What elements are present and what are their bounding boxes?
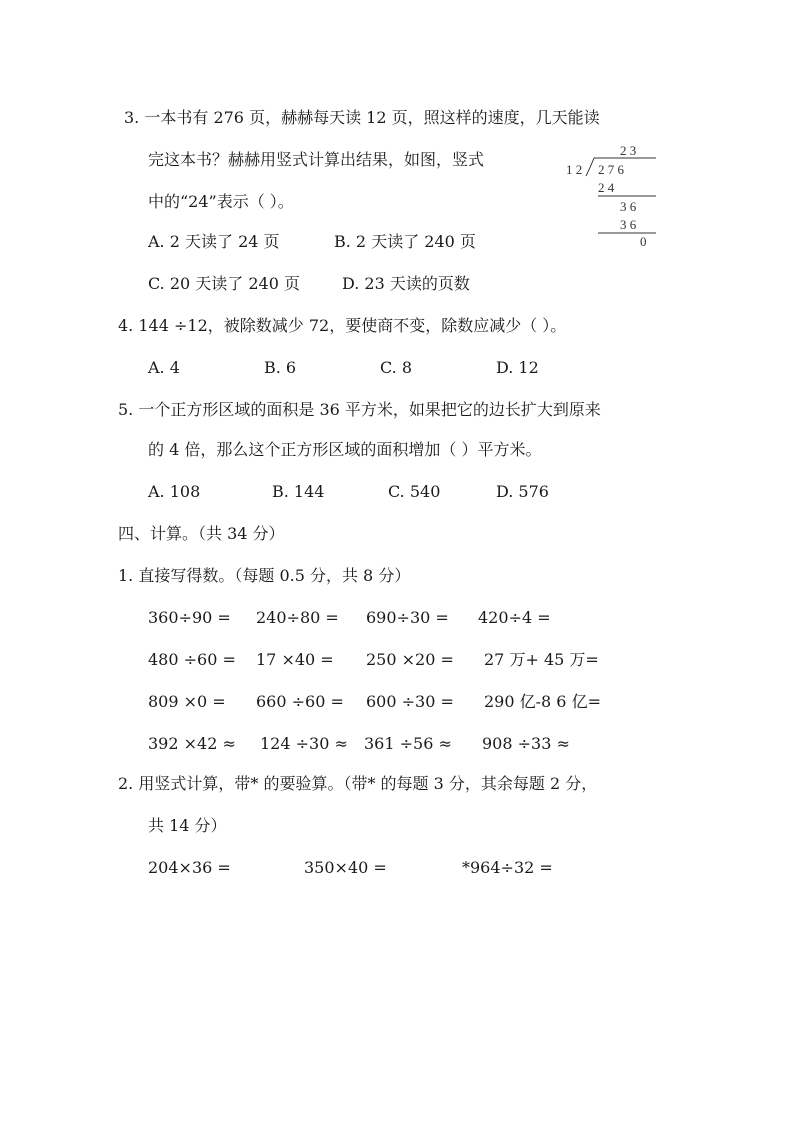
calc-r4-c1: 392 ×42 ≈ <box>148 734 236 753</box>
q3-option-c: C. 20 天读了 240 页 <box>148 274 301 293</box>
calc-r2-c1: 480 ÷60 = <box>148 650 236 669</box>
division-remainder-1: 3 6 <box>620 199 637 214</box>
division-final: 0 <box>640 234 647 249</box>
division-quotient: 2 3 <box>620 143 637 158</box>
q4-option-a: A. 4 <box>148 358 180 377</box>
part1-title: 1. 直接写得数。（每题 0.5 分，共 8 分） <box>118 566 411 585</box>
division-step-1: 2 4 <box>598 180 615 195</box>
q4-text: 4. 144 ÷12，被除数减少 72，要使商不变，除数应减少（ ）。 <box>118 316 567 335</box>
division-bracket <box>586 158 594 176</box>
long-division-figure <box>560 140 660 250</box>
q3-line-3: 中的“24”表示（ ）。 <box>148 192 294 211</box>
calc-r1-c1: 360÷90 = <box>148 608 231 627</box>
calc-r1-c4: 420÷4 = <box>478 608 551 627</box>
q3-line-1: 3. 一本书有 276 页，赫赫每天读 12 页，照这样的速度，几天能读 <box>124 108 600 127</box>
q4-option-c: C. 8 <box>380 358 413 377</box>
calc-r4-c3: 361 ÷56 ≈ <box>364 734 452 753</box>
part2-line-1: 2. 用竖式计算，带* 的要验算。（带* 的每题 3 分，其余每题 2 分， <box>118 774 598 793</box>
calc-r2-c3: 250 ×20 = <box>366 650 454 669</box>
calc-r3-c3: 600 ÷30 = <box>366 692 454 711</box>
division-divisor: 1 2 <box>566 162 583 177</box>
q4-option-d: D. 12 <box>496 358 539 377</box>
q3-line-2: 完这本书？赫赫用竖式计算出结果，如图，竖式 <box>148 150 485 169</box>
calc-r2-c4: 27 万+ 45 万= <box>484 650 599 669</box>
calc-r3-c2: 660 ÷60 = <box>256 692 344 711</box>
calc-r1-c3: 690÷30 = <box>366 608 449 627</box>
vertical-calc-1: 204×36 = <box>148 858 231 877</box>
calc-r4-c2: 124 ÷30 ≈ <box>260 734 348 753</box>
vertical-calc-2: 350×40 = <box>304 858 387 877</box>
q4-option-b: B. 6 <box>264 358 297 377</box>
division-step-2: 3 6 <box>620 217 637 232</box>
q5-option-c: C. 540 <box>388 482 441 501</box>
q5-option-d: D. 576 <box>496 482 549 501</box>
q3-option-a: A. 2 天读了 24 页 <box>148 232 280 251</box>
vertical-calc-3: *964÷32 = <box>462 858 553 877</box>
q3-option-d: D. 23 天读的页数 <box>342 274 470 293</box>
calc-r1-c2: 240÷80 = <box>256 608 339 627</box>
section-heading: 四、计算。（共 34 分） <box>118 524 285 543</box>
q5-option-a: A. 108 <box>148 482 201 501</box>
q3-option-b: B. 2 天读了 240 页 <box>334 232 476 251</box>
q5-option-b: B. 144 <box>272 482 325 501</box>
calc-r2-c2: 17 ×40 = <box>256 650 334 669</box>
part2-line-2: 共 14 分） <box>148 816 227 835</box>
division-dividend: 2 7 6 <box>598 162 624 177</box>
calc-r4-c4: 908 ÷33 ≈ <box>482 734 570 753</box>
q5-line-1: 5. 一个正方形区域的面积是 36 平方米，如果把它的边长扩大到原来 <box>118 400 601 419</box>
calc-r3-c4: 290 亿-8 6 亿= <box>484 692 601 711</box>
calc-r3-c1: 809 ×0 = <box>148 692 226 711</box>
q5-line-2: 的 4 倍，那么这个正方形区域的面积增加（ ）平方米。 <box>148 440 542 459</box>
